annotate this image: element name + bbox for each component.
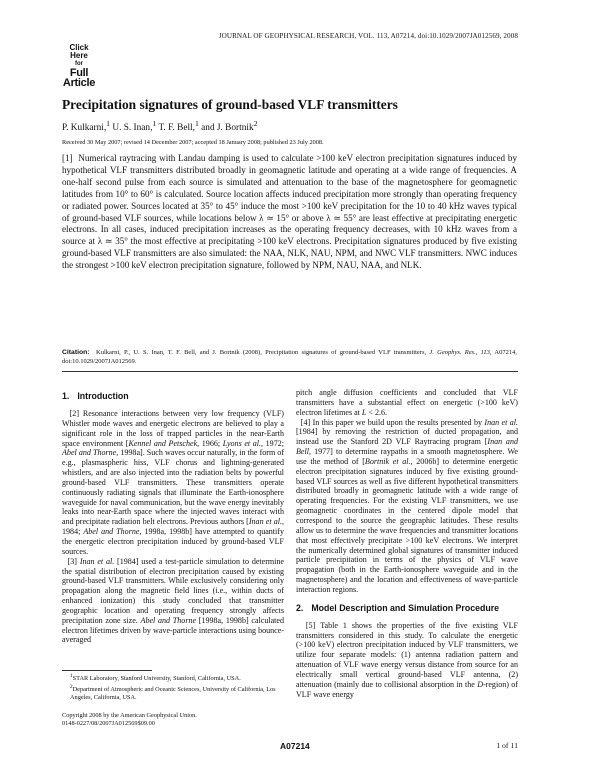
paragraph-text: , 1972; [261, 438, 284, 448]
paragraph-text: , 1998a, 1998b] have attempted to quantify the energetic electron precipitation induced by ground-based VLF sources. [62, 527, 284, 556]
reference-link[interactable]: Abel and Thorne [62, 448, 117, 458]
reference-link[interactable]: Bortnik et al. [364, 456, 411, 466]
left-column [62, 391, 284, 645]
paragraph-4 [296, 418, 518, 595]
abstract-text: Numerical raytracing with Landau damping is used to calculate >100 keV electron precipitation signatures induced by hypothetical VLF transmitters distributed broadly in geomagnetic latitude and operating at a wide range of frequencies. A one-half second pulse from each source is simulated and attenuation to the base of the magnetosphere for geomagnetic latitudes from 10° to 60° is calculated. Source location affects induced precipitation more strongly than operating frequency or radiated power. Sources located at 35° to 45° induce the most >100 keV precipitation for the 10 to 40 kHz waves typical of ground-based VLF sources, while locations below λ ≃ 15° or above λ ≃ 55° are least effective at precipitating energetic electrons. In all cases, induced precipitation increases as the operating frequency decreases, with 10 kHz waves from a source at λ ≃ 35° the most effective at precipitating >100 keV electrons. Precipitation signatures produced by five existing ground-based VLF transmitters are also simulated: the NAA, NLK, NAU, NPM, and NWC VLF transmitters. NWC induces the strongest >100 keV electron precipitation signature, followed by NPM, NAU, NAA, and NLK. [62, 153, 517, 271]
paragraph-marker: [5] [305, 620, 316, 630]
footnote-mark: 2 [70, 684, 73, 691]
citation-doi: A07214, doi:10.1029/2007JA012569. [62, 349, 517, 365]
author-affiliation-mark: 1 [106, 119, 111, 128]
author-name: P. Kulkarni, [62, 123, 107, 134]
paragraph-continued [296, 388, 518, 418]
paragraph-marker: [1] [62, 153, 73, 163]
author-affiliation-mark: 2 [253, 119, 258, 128]
section-heading-introduction [62, 391, 284, 402]
full-article-logo[interactable] [62, 44, 96, 88]
paragraph-text: < 2.6. [366, 407, 388, 417]
footer-page-number: 1 of 11 [496, 741, 518, 750]
paragraph-3 [62, 557, 284, 646]
reference-link[interactable]: Abel and Thorne [83, 527, 140, 537]
citation-label: Citation: [62, 349, 90, 356]
author-name: T. F. Bell, [158, 123, 195, 134]
math-symbol: D [477, 679, 483, 689]
paragraph-text: Table 1 shows the properties of the five existing VLF transmitters considered in this study. To calculate the energetic (>100 keV) electron precipitation induced by VLF transmitters, we utilize four separate models: (1) antenna radiation pattern and attenuation of VLF wave energy versus distance from source for an electrically small vertical ground-based VLF antenna, (2) attenuation (mainly due to collisional absorption in the [296, 620, 519, 689]
footnote-mark: 1 [70, 673, 73, 679]
author-affiliation-mark: 1 [152, 119, 157, 128]
author-list [62, 119, 257, 133]
paragraph-text: , 1984; [62, 517, 284, 537]
paragraph-marker: [2] [69, 409, 80, 418]
paragraph-marker: [3] [67, 556, 77, 566]
paragraph-2 [62, 409, 284, 557]
paragraph-text: In this paper we build upon the results presented by [312, 417, 485, 427]
paragraph-5 [296, 621, 518, 700]
reference-link[interactable]: Inan et al. [484, 417, 518, 427]
copyright-notice [62, 712, 284, 728]
reference-link[interactable]: Inan et al. [248, 517, 282, 527]
author-name: and J. Bortnik [201, 123, 254, 134]
paragraph-text: Resonance interactions between very low frequency (VLF) Whistler mode waves and energetic electrons are believed to play a significant role in the loss of trapped particles in the near-Earth space environment [ [62, 409, 284, 448]
reference-link[interactable]: Abel and Thorne [140, 615, 197, 625]
citation-divider [62, 371, 518, 372]
footnote-text: Department of Atmospheric and Oceanic Sciences, University of California, Los Angeles, California, USA. [70, 686, 276, 702]
logo-line-here: Here [70, 51, 88, 60]
copyright-code: 0148-0227/08/2007JA012569$09.00 [62, 720, 155, 727]
journal-header: JOURNAL OF GEOPHYSICAL RESEARCH, VOL. 113, A07214, doi:10.1029/2007JA012569, 2008 [218, 32, 518, 40]
logo-line-for: for [75, 61, 83, 67]
footnote-1 [62, 672, 284, 683]
paragraph-text: -region) of VLF wave energy [296, 679, 518, 699]
reference-link[interactable]: Lyons et al. [222, 438, 262, 448]
footnote-2 [62, 683, 284, 702]
citation [62, 349, 517, 367]
paragraph-text: [1984] by removing the restriction of ducted propagation, and instead use the Stanford 2D VLF Raytracing program [ [296, 427, 518, 447]
reference-link[interactable]: Inan et al. [79, 556, 115, 566]
paragraph-text: , 1977] to determine raypaths in a smooth magnetosphere. We use the method of [ [296, 447, 518, 466]
reference-link[interactable]: Inan and Bell [296, 437, 518, 457]
copyright-line: Copyright 2008 by the American Geophysical Union. [62, 712, 197, 719]
citation-journal: J. Geophys. Res., 113, [429, 349, 492, 356]
abstract [62, 153, 517, 272]
section-spacer [296, 595, 518, 603]
paragraph-text: [1998a, 1998b] calculated electron lifetimes driven by wave-particle interactions using bounce-averaged [62, 615, 284, 645]
paper-title: Precipitation signatures of ground-based VLF transmitters [62, 97, 398, 112]
section-title: Introduction [77, 391, 129, 401]
affiliation-footnotes [62, 672, 284, 702]
math-symbol: L [361, 407, 367, 417]
footnote-divider [62, 670, 152, 671]
paragraph-marker: [4] [300, 417, 311, 427]
section-heading-model [296, 603, 518, 614]
section-number: 1. [62, 391, 70, 401]
paragraph-text: , 1998a]. Such waves occur naturally, in the form of e.g., plasmaspheric hiss, VLF chorus and lightning-generated whistlers, and are also injected into the radiation belts by powerful ground-based VLF transmitters. These transmitters operate continuously radiating signals that illuminate the Earth-ionosphere waveguide for naval communication, but the wave energy inevitably leaks into near-Earth space where the injected waves interact with and precipitate radiation belt electrons. Previous authors [ [62, 448, 284, 527]
right-column [296, 388, 518, 699]
citation-text: Kulkarni, P., U. S. Inan, T. F. Bell, and J. Bortnik (2008), Precipitation signatures of ground-based VLF transmitters, [96, 349, 427, 356]
author-affiliation-mark: 1 [194, 119, 199, 128]
logo-line-full: Full [69, 67, 89, 79]
footer-article-id: A07214 [280, 741, 310, 751]
author-name: U. S. Inan, [112, 123, 153, 134]
footnote-text: STAR Laboratory, Stanford University, Stanford, California, USA. [72, 675, 241, 683]
paragraph-text: , 1966; [197, 438, 223, 448]
paragraph-text: [1984] used a test-particle simulation to determine the spatial distribution of electron precipitation caused by existing ground-based VLF transmitters. While exclusively considering only propagation along the magnetic field lines (i.e., within ducts of enhanced ionization) this study concluded that transmitter geographic location and operating frequency strongly affects precipitation zone size. [62, 556, 285, 625]
logo-line-article: Article [62, 77, 96, 89]
paragraph-text: pitch angle diffusion coefficients and concluded that VLF transmitters have a substantial effect on energetic (>100 keV) electron lifetimes at [296, 388, 518, 417]
reference-link[interactable]: Kennel and Petschek [128, 438, 198, 448]
publication-dates: Received 30 May 2007; revised 14 December 2007; accepted 18 January 2008; published 23 July 2008. [62, 139, 324, 146]
section-title: Model Description and Simulation Procedure [311, 602, 500, 613]
section-number: 2. [296, 602, 304, 613]
logo-line-click: Click [69, 43, 89, 52]
paragraph-text: , 2006b] to determine energetic electron precipitation signatures induced by five existing ground-based VLF sources as well as five different hypothetical transmitters distributed broadly in geomagnetic latitude with a wide range of operating frequencies. For the existing VLF transmitters, we use geomagnetic coordinates in the centered dipole model that correspond to the source the geographic latitudes. These results allow us to determine the wave frequencies and transmitter locations that most effectively precipitate >100 keV electrons. We interpret the numerically determined global signatures of transmitter induced particle precipitation in terms of the physics of VLF wave propagation (both in the Earth-ionosphere waveguide and in the magnetosphere) and the location and effectiveness of wave-particle interaction regions. [296, 456, 518, 594]
